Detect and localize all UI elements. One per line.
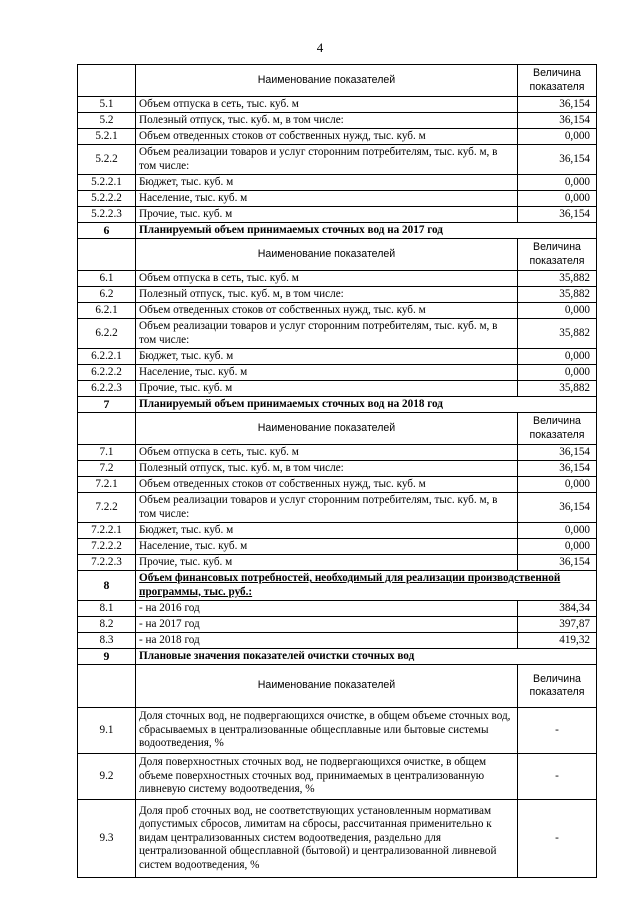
section-title [136, 649, 597, 665]
section-row [78, 649, 597, 665]
section-title-text: Планируемый объем принимаемых сточных вод на 2017 год [139, 223, 443, 236]
row-number: 8.3 [78, 633, 136, 649]
row-indicator-name: Объем отпуска в сеть, тыс. куб. м [136, 271, 518, 287]
row-indicator-name: Объем отведенных стоков от собственных нужд, тыс. куб. м [136, 303, 518, 319]
row-number: 9.1 [78, 708, 136, 754]
row-number: 6.2 [78, 287, 136, 303]
row-indicator-name: Объем реализации товаров и услуг сторонним потребителям, тыс. куб. м, в том числе: [136, 145, 518, 175]
table-row [78, 477, 597, 493]
row-value: 36,154 [518, 145, 597, 175]
row-number: 8.2 [78, 617, 136, 633]
section-number: 7 [78, 397, 136, 413]
row-indicator-name: Объем реализации товаров и услуг сторонним потребителям, тыс. куб. м, в том числе: [136, 319, 518, 349]
table-row [78, 97, 597, 113]
row-number: 6.2.2.3 [78, 381, 136, 397]
row-indicator-name: Полезный отпуск, тыс. куб. м, в том числе: [136, 113, 518, 129]
table-row [78, 365, 597, 381]
row-number: 6.2.2.1 [78, 349, 136, 365]
section-title-text: Планируемый объем принимаемых сточных вод на 2018 год [139, 397, 443, 410]
row-indicator-name: Объем отведенных стоков от собственных нужд, тыс. куб. м [136, 477, 518, 493]
section-row [78, 397, 597, 413]
page-number: 4 [316, 40, 324, 55]
header-number-cell [78, 413, 136, 445]
header-name-cell: Наименование показателей [136, 239, 518, 271]
row-value: - [518, 708, 597, 754]
header-name-cell: Наименование показателей [136, 65, 518, 97]
table-row [78, 145, 597, 175]
table-row [78, 555, 597, 571]
row-value: 35,882 [518, 381, 597, 397]
row-indicator-name: Прочие, тыс. куб. м [136, 555, 518, 571]
row-number: 6.2.1 [78, 303, 136, 319]
table-row [78, 381, 597, 397]
section-number: 8 [78, 571, 136, 601]
row-indicator-name: Полезный отпуск, тыс. куб. м, в том числе: [136, 461, 518, 477]
table-header-row [78, 65, 597, 97]
row-number: 7.2 [78, 461, 136, 477]
row-value: 0,000 [518, 191, 597, 207]
header-value-cell: Величина показателя [518, 665, 597, 708]
row-indicator-name: Объем реализации товаров и услуг сторонним потребителям, тыс. куб. м, в том числе: [136, 493, 518, 523]
header-number-cell [78, 65, 136, 97]
row-indicator-name: Доля проб сточных вод, не соответствующих установленным нормативам допустимых сбросов, лимитам на сбросы, рассчитанная применительно к видам централизованных систем водоотведения, раздельно для централизованной общесплавной (бытовой) и централизованной ливневой систем водоотведения, % [136, 800, 518, 878]
row-number: 7.1 [78, 445, 136, 461]
row-indicator-name: Полезный отпуск, тыс. куб. м, в том числе: [136, 287, 518, 303]
table-row [78, 493, 597, 523]
row-value: 419,32 [518, 633, 597, 649]
row-value: - [518, 800, 597, 878]
row-number: 6.1 [78, 271, 136, 287]
table-row [78, 539, 597, 555]
table-row [78, 303, 597, 319]
row-number: 6.2.2.2 [78, 365, 136, 381]
row-value: 0,000 [518, 303, 597, 319]
table-row [78, 617, 597, 633]
row-value: 35,882 [518, 319, 597, 349]
table-row [78, 633, 597, 649]
row-number: 7.2.2.3 [78, 555, 136, 571]
row-indicator-name: Доля сточных вод, не подвергающихся очистке, в общем объеме сточных вод, сбрасываемых в централизованные общесплавные или бытовые системы водоотведения, % [136, 708, 518, 754]
table-row [78, 207, 597, 223]
table-row [78, 271, 597, 287]
row-value: 0,000 [518, 129, 597, 145]
section-number: 6 [78, 223, 136, 239]
row-indicator-name: Прочие, тыс. куб. м [136, 381, 518, 397]
section-row [78, 223, 597, 239]
table-header-row [78, 239, 597, 271]
row-indicator-name: - на 2018 год [136, 633, 518, 649]
row-indicator-name: Бюджет, тыс. куб. м [136, 523, 518, 539]
row-value: 384,34 [518, 601, 597, 617]
row-value: - [518, 754, 597, 800]
row-value: 0,000 [518, 539, 597, 555]
row-number: 5.2.2.1 [78, 175, 136, 191]
row-number: 5.2.2 [78, 145, 136, 175]
row-number: 5.1 [78, 97, 136, 113]
table-header-row [78, 665, 597, 708]
table-row [78, 445, 597, 461]
header-number-cell [78, 239, 136, 271]
row-indicator-name: Объем отведенных стоков от собственных нужд, тыс. куб. м [136, 129, 518, 145]
table-row [78, 800, 597, 878]
row-value: 0,000 [518, 175, 597, 191]
row-value: 0,000 [518, 365, 597, 381]
row-number: 7.2.2.2 [78, 539, 136, 555]
table-header-row [78, 413, 597, 445]
table-row [78, 349, 597, 365]
row-indicator-name: - на 2017 год [136, 617, 518, 633]
table-row [78, 175, 597, 191]
header-value-cell: Величина показателя [518, 413, 597, 445]
header-name-cell: Наименование показателей [136, 665, 518, 708]
section-number: 9 [78, 649, 136, 665]
table-row [78, 319, 597, 349]
row-indicator-name: Население, тыс. куб. м [136, 539, 518, 555]
section-title-text: Плановые значения показателей очистки сточных вод [139, 649, 415, 662]
row-indicator-name: - на 2016 год [136, 601, 518, 617]
section-title [136, 397, 597, 413]
header-value-cell: Величина показателя [518, 65, 597, 97]
row-number: 5.2.1 [78, 129, 136, 145]
table-row [78, 113, 597, 129]
table-row [78, 523, 597, 539]
row-value: 0,000 [518, 349, 597, 365]
row-value: 36,154 [518, 555, 597, 571]
row-indicator-name: Население, тыс. куб. м [136, 191, 518, 207]
header-name-cell: Наименование показателей [136, 413, 518, 445]
row-indicator-name: Бюджет, тыс. куб. м [136, 175, 518, 191]
row-value: 36,154 [518, 461, 597, 477]
row-value: 36,154 [518, 493, 597, 523]
section-title [136, 223, 597, 239]
row-indicator-name: Объем отпуска в сеть, тыс. куб. м [136, 97, 518, 113]
table-row [78, 601, 597, 617]
row-value: 36,154 [518, 445, 597, 461]
section-title [136, 571, 597, 601]
section-title-text: Объем финансовых потребностей, необходимый для реализации производственной программы, тыс. руб.: [139, 572, 561, 598]
row-number: 8.1 [78, 601, 136, 617]
row-number: 7.2.2 [78, 493, 136, 523]
row-number: 6.2.2 [78, 319, 136, 349]
header-value-cell: Величина показателя [518, 239, 597, 271]
row-number: 7.2.2.1 [78, 523, 136, 539]
row-number: 5.2.2.2 [78, 191, 136, 207]
row-number: 9.2 [78, 754, 136, 800]
row-value: 0,000 [518, 477, 597, 493]
indicator-table-body [78, 65, 597, 878]
row-value: 36,154 [518, 113, 597, 129]
table-row [78, 461, 597, 477]
row-value: 35,882 [518, 287, 597, 303]
row-number: 5.2 [78, 113, 136, 129]
row-number: 5.2.2.3 [78, 207, 136, 223]
table-row [78, 129, 597, 145]
section-row [78, 571, 597, 601]
table-row [78, 754, 597, 800]
row-number: 9.3 [78, 800, 136, 878]
row-value: 397,87 [518, 617, 597, 633]
row-value: 36,154 [518, 207, 597, 223]
row-indicator-name: Население, тыс. куб. м [136, 365, 518, 381]
row-indicator-name: Бюджет, тыс. куб. м [136, 349, 518, 365]
indicator-table [77, 64, 597, 878]
row-value: 0,000 [518, 523, 597, 539]
row-indicator-name: Прочие, тыс. куб. м [136, 207, 518, 223]
table-row [78, 191, 597, 207]
row-value: 36,154 [518, 97, 597, 113]
row-indicator-name: Объем отпуска в сеть, тыс. куб. м [136, 445, 518, 461]
table-row [78, 287, 597, 303]
row-value: 35,882 [518, 271, 597, 287]
header-number-cell [78, 665, 136, 708]
row-indicator-name: Доля поверхностных сточных вод, не подвергающихся очистке, в общем объеме поверхностных сточных вод, принимаемых в централизованную ливневую систему водоотведения, % [136, 754, 518, 800]
table-row [78, 708, 597, 754]
row-number: 7.2.1 [78, 477, 136, 493]
